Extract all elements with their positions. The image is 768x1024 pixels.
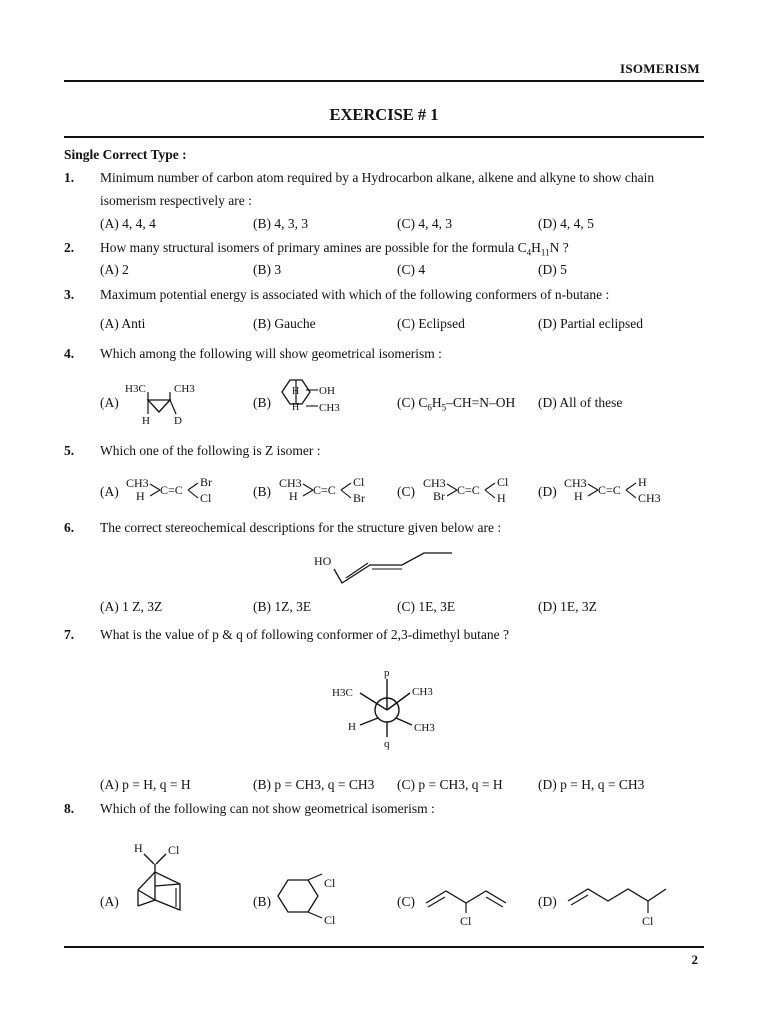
option-b[interactable]: (B) Gauche [253,316,316,331]
option-b[interactable]: (B) 3 [253,262,282,277]
option-b[interactable]: (B) 4, 3, 3 [253,216,309,231]
option-c[interactable]: (C) Eclipsed [397,316,465,331]
chloroalkene-structure [566,883,676,931]
question-text: The correct stereochemical descriptions for the structure given below are : [100,520,502,535]
question-text: How many structural isomers of primary amines are possible for the formula $C_4H_{11}N$ ? [100,240,569,258]
option-a[interactable]: (A) 1 Z, 3Z [100,599,163,614]
question-number: 3. [64,287,75,302]
top-left-substituent: CH3 [423,476,446,490]
top-left-substituent: CH3 [564,476,587,490]
top-left-substituent: CH3 [279,476,302,490]
top-right-substituent: Cl [497,475,509,489]
cl-label: Cl [168,843,180,857]
question-number: 6. [64,520,75,535]
question-text: Which of the following can not show geometrical isomerism : [100,801,435,816]
option-c[interactable]: (C) $C_6H_5-CH=N-OH$ [397,395,516,413]
h3c-label: H3C [332,687,353,699]
question-text: What is the value of p & q of following conformer of 2,3-dimethyl butane ? [100,627,510,642]
norbornene-structure [128,838,198,923]
option-d[interactable]: (D) All of these [538,395,623,410]
option-b[interactable]: (B) p = CH3, q = CH3 [253,777,375,792]
option-a[interactable]: (A) [100,395,119,410]
bottom-left-substituent: H [136,489,145,503]
cyclopropane-structure [122,378,212,428]
question-number: 7. [64,627,75,642]
cl-label: Cl [642,914,654,928]
footer-rule [64,946,704,948]
ch3-label: CH3 [319,402,340,414]
cyclopropane-ring [148,400,170,412]
p-label: p [384,667,390,679]
option-d[interactable]: (D) 4, 4, 5 [538,216,594,231]
h3c-label: H3C [125,383,146,395]
ho-label: HO [314,554,332,568]
alkene-structure [564,476,660,510]
ch3-top-label: CH3 [412,686,433,698]
ch3-bottom-label: CH3 [414,722,435,734]
double-bond-label: C=C [160,483,183,497]
alkene-structure [423,476,519,510]
double-bond-label: C=C [598,483,621,497]
bottom-right-substituent: H [497,491,506,505]
exercise-title: EXERCISE # 1 [329,105,439,124]
page-number: 2 [691,952,698,967]
cl-top-label: Cl [324,876,336,890]
option-b[interactable]: (B) 1Z, 3E [253,599,312,614]
bottom-left-substituent: H [574,489,583,503]
h-label: H [134,841,143,855]
option-d[interactable]: (D) [538,484,557,499]
question-text: Which among the following will show geometrical isomerism : [100,346,442,361]
question-number: 1. [64,170,75,185]
h-label: H [142,415,150,427]
option-d[interactable]: (D) 1E, 3Z [538,599,597,614]
option-c[interactable]: (C) 4 [397,262,426,277]
option-b[interactable]: (B) [253,484,271,499]
top-right-substituent: Cl [353,475,365,489]
alkene-structure [126,476,222,510]
cl-bottom-label: Cl [324,913,336,927]
option-d[interactable]: (D) Partial eclipsed [538,316,643,331]
option-b[interactable]: (B) [253,894,271,909]
bottom-right-substituent: Cl [200,491,212,505]
cl-label: Cl [460,914,472,928]
carbon-chain [334,553,452,583]
option-a[interactable]: (A) p = H, q = H [100,777,191,792]
option-a[interactable]: (A) [100,484,119,499]
oh-label: OH [319,385,335,397]
bicyclic-structure [276,378,356,423]
question-text: Minimum number of carbon atom required by a Hydrocarbon alkane, alkene and alkyne to show chain isomerism respectively are : [100,170,655,208]
option-d[interactable]: (D) [538,894,557,909]
header-rule [64,80,704,82]
question-number: 2. [64,240,75,255]
chlorodiene-structure [424,885,514,930]
bottom-left-substituent: H [289,489,298,503]
option-c[interactable]: (C) [397,484,415,499]
option-a[interactable]: (A) Anti [100,316,146,331]
double-bond-label: C=C [457,483,480,497]
question-text: Which one of the following is Z isomer : [100,443,321,458]
question-number: 8. [64,801,75,816]
dichlorocyclohexane-structure [274,872,354,932]
option-d[interactable]: (D) 5 [538,262,567,277]
question-number: 5. [64,443,75,458]
h-top-label: H [292,386,300,397]
option-b[interactable]: (B) [253,395,271,410]
h-label: H [348,721,356,733]
bottom-right-substituent: Br [353,491,365,505]
section-heading: Single Correct Type : [64,147,187,162]
bottom-left-substituent: Br [433,489,445,503]
top-left-substituent: CH3 [126,476,149,490]
subject-header: ISOMERISM [620,61,700,76]
option-c[interactable]: (C) p = CH3, q = H [397,777,503,792]
option-c[interactable]: (C) [397,894,415,909]
q-label: q [384,738,390,750]
newman-projection [330,665,450,755]
title-rule [64,136,704,138]
option-a[interactable]: (A) [100,894,119,909]
double-bond-label: C=C [313,483,336,497]
question-number: 4. [64,346,75,361]
h-bottom-label: H [292,402,300,413]
option-a[interactable]: (A) 2 [100,262,129,277]
top-right-substituent: Br [200,475,212,489]
top-right-substituent: H [638,475,647,489]
option-c[interactable]: (C) 1E, 3E [397,599,456,614]
option-d[interactable]: (D) p = H, q = CH3 [538,777,645,792]
alkene-structure [279,476,375,510]
d-label: D [174,415,182,427]
dienol-structure [312,545,462,590]
question-text: Maximum potential energy is associated with which of the following conformers of n-butane : [100,287,610,302]
bottom-right-substituent: CH3 [638,491,661,505]
option-a[interactable]: (A) 4, 4, 4 [100,216,156,231]
ch3-label: CH3 [174,383,195,395]
option-c[interactable]: (C) 4, 4, 3 [397,216,453,231]
